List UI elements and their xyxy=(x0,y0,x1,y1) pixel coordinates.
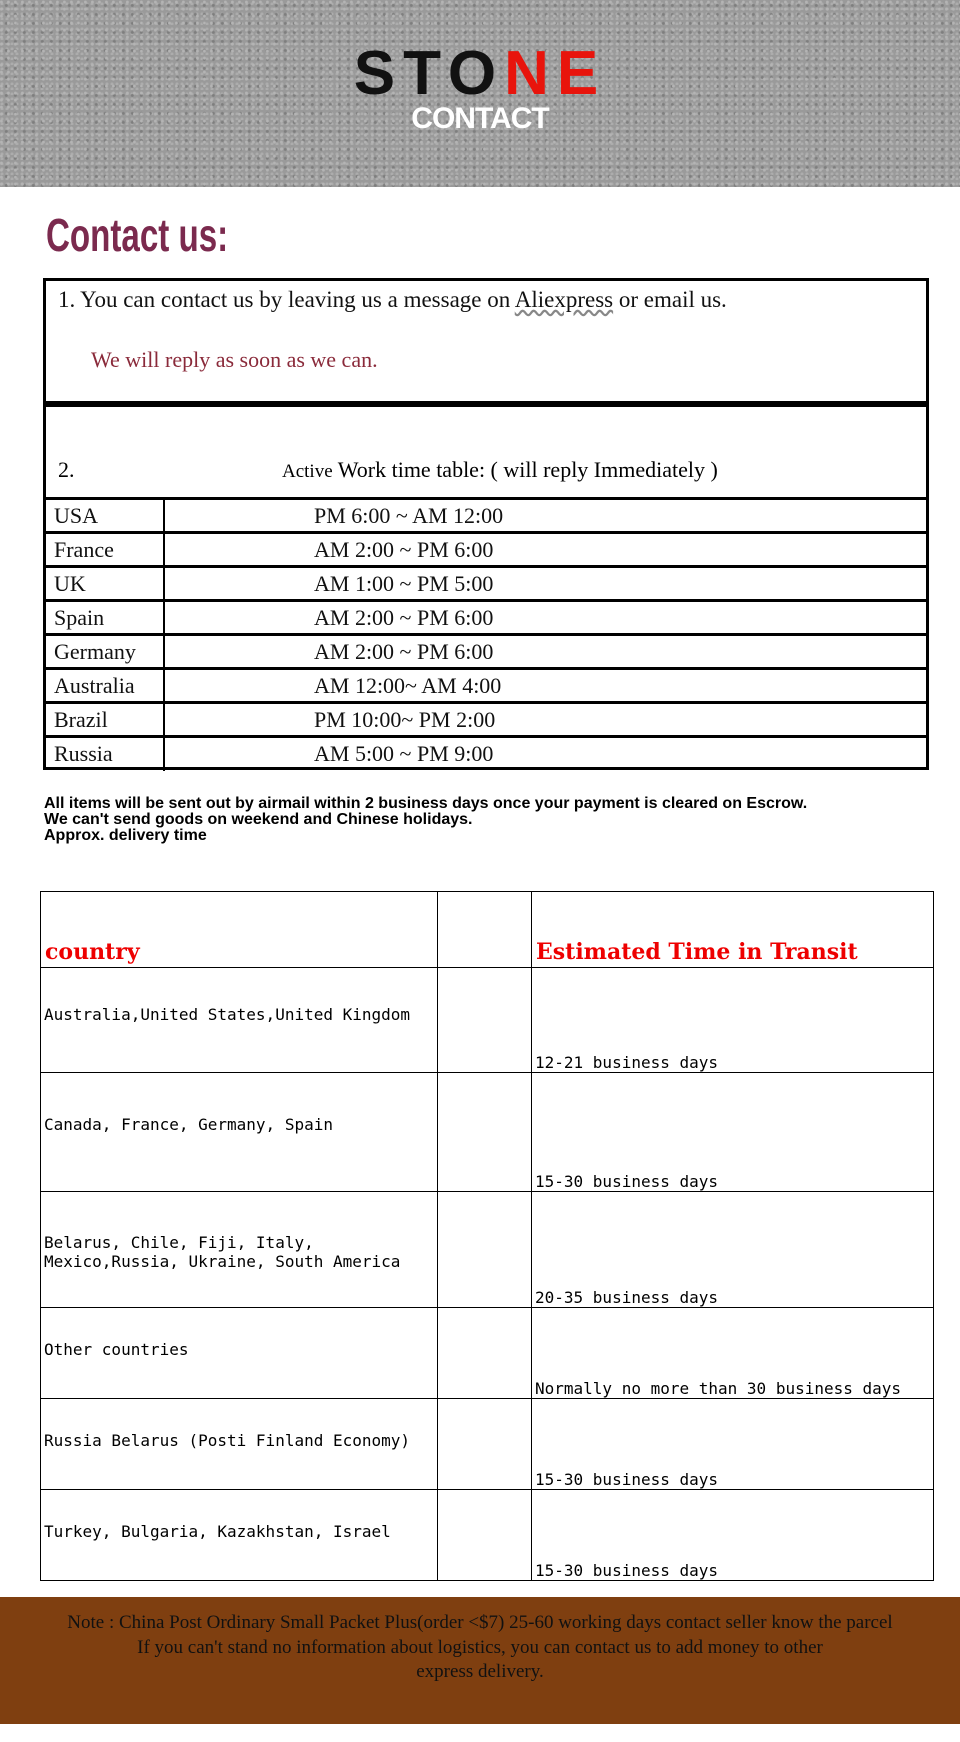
country-cell: France xyxy=(46,533,164,567)
country-cell: UK xyxy=(46,567,164,601)
time-cell: AM 12:00~ AM 4:00 xyxy=(164,669,926,703)
work-time-row xyxy=(46,533,926,567)
banner-subtitle: CONTACT xyxy=(411,102,549,135)
time-cell: AM 2:00 ~ PM 6:00 xyxy=(164,601,926,635)
transit-time-cell: 15-30 business days xyxy=(532,1399,934,1490)
time-cell: AM 1:00 ~ PM 5:00 xyxy=(164,567,926,601)
contact-box xyxy=(43,278,929,404)
col-empty xyxy=(438,892,532,968)
col-time: Estimated Time in Transit xyxy=(532,892,934,968)
transit-time-cell: 20-35 business days xyxy=(532,1192,934,1308)
work-time-row xyxy=(46,737,926,771)
work-time-row xyxy=(46,703,926,737)
shipping-note-banner xyxy=(0,1597,960,1724)
country-cell: Spain xyxy=(46,601,164,635)
work-time-heading: Active Work time table: ( will reply Immediately ) xyxy=(282,457,718,482)
note-line: Note : China Post Ordinary Small Packet Plus(order <$7) 25-60 working days contact seller know the parcel xyxy=(67,1612,893,1633)
work-time-row xyxy=(46,567,926,601)
shipping-info xyxy=(44,796,807,844)
country-cell: Belarus, Chile, Fiji, Italy, Mexico,Russia, Ukraine, South America xyxy=(41,1192,438,1308)
country-cell: Australia xyxy=(46,669,164,703)
note-line: If you can't stand no information about logistics, you can contact us to add money to other express delivery. xyxy=(137,1636,823,1682)
country-cell: USA xyxy=(46,499,164,533)
work-time-box xyxy=(43,404,929,770)
country-cell: Germany xyxy=(46,635,164,669)
transit-time-cell: 15-30 business days xyxy=(532,1073,934,1192)
transit-time-cell: 12-21 business days xyxy=(532,968,934,1073)
shipping-row xyxy=(41,968,934,1073)
col-country: country xyxy=(41,892,438,968)
country-cell: Brazil xyxy=(46,703,164,737)
reply-note: We will reply as soon as we can. xyxy=(91,347,378,372)
transit-time-cell: 15-30 business days xyxy=(532,1490,934,1581)
time-cell: AM 5:00 ~ PM 9:00 xyxy=(164,737,926,771)
page-title: Contact us: xyxy=(46,209,229,261)
shipping-row xyxy=(41,1490,934,1581)
country-cell: Other countries xyxy=(41,1308,438,1399)
stone-logo: STONE xyxy=(353,39,607,108)
info-line: Approx. delivery time xyxy=(44,827,207,844)
time-cell: PM 10:00~ PM 2:00 xyxy=(164,703,926,737)
shipping-row xyxy=(41,1192,934,1308)
time-cell: AM 2:00 ~ PM 6:00 xyxy=(164,635,926,669)
transit-time-cell: Normally no more than 30 business days xyxy=(532,1308,934,1399)
empty-cell xyxy=(438,1490,532,1581)
country-cell: Russia Belarus (Posti Finland Economy) xyxy=(41,1399,438,1490)
empty-cell xyxy=(438,1073,532,1192)
empty-cell xyxy=(438,1308,532,1399)
work-time-table xyxy=(46,497,926,771)
work-time-row xyxy=(46,601,926,635)
contact-instruction: 1. You can contact us by leaving us a message on Aliexpress or email us. xyxy=(58,287,727,312)
shipping-table xyxy=(40,891,934,1581)
shipping-row xyxy=(41,1399,934,1490)
info-line: We can't send goods on weekend and Chinese holidays. xyxy=(44,811,473,828)
time-cell: PM 6:00 ~ AM 12:00 xyxy=(164,499,926,533)
empty-cell xyxy=(438,1192,532,1308)
empty-cell xyxy=(438,1399,532,1490)
work-time-row xyxy=(46,635,926,669)
shipping-row xyxy=(41,1308,934,1399)
work-time-row xyxy=(46,499,926,533)
shipping-row xyxy=(41,1073,934,1192)
info-line: All items will be sent out by airmail within 2 business days once your payment is cleared on Escrow. xyxy=(44,795,808,812)
section-number: 2. xyxy=(58,457,75,482)
work-time-row xyxy=(46,669,926,703)
country-cell: Canada, France, Germany, Spain xyxy=(41,1073,438,1192)
country-cell: Turkey, Bulgaria, Kazakhstan, Israel xyxy=(41,1490,438,1581)
country-cell: Russia xyxy=(46,737,164,771)
country-cell: Australia,United States,United Kingdom xyxy=(41,968,438,1073)
empty-cell xyxy=(438,968,532,1073)
stone-texture-banner xyxy=(0,0,960,187)
time-cell: AM 2:00 ~ PM 6:00 xyxy=(164,533,926,567)
aliexpress-link[interactable]: Aliexpress xyxy=(514,287,614,312)
